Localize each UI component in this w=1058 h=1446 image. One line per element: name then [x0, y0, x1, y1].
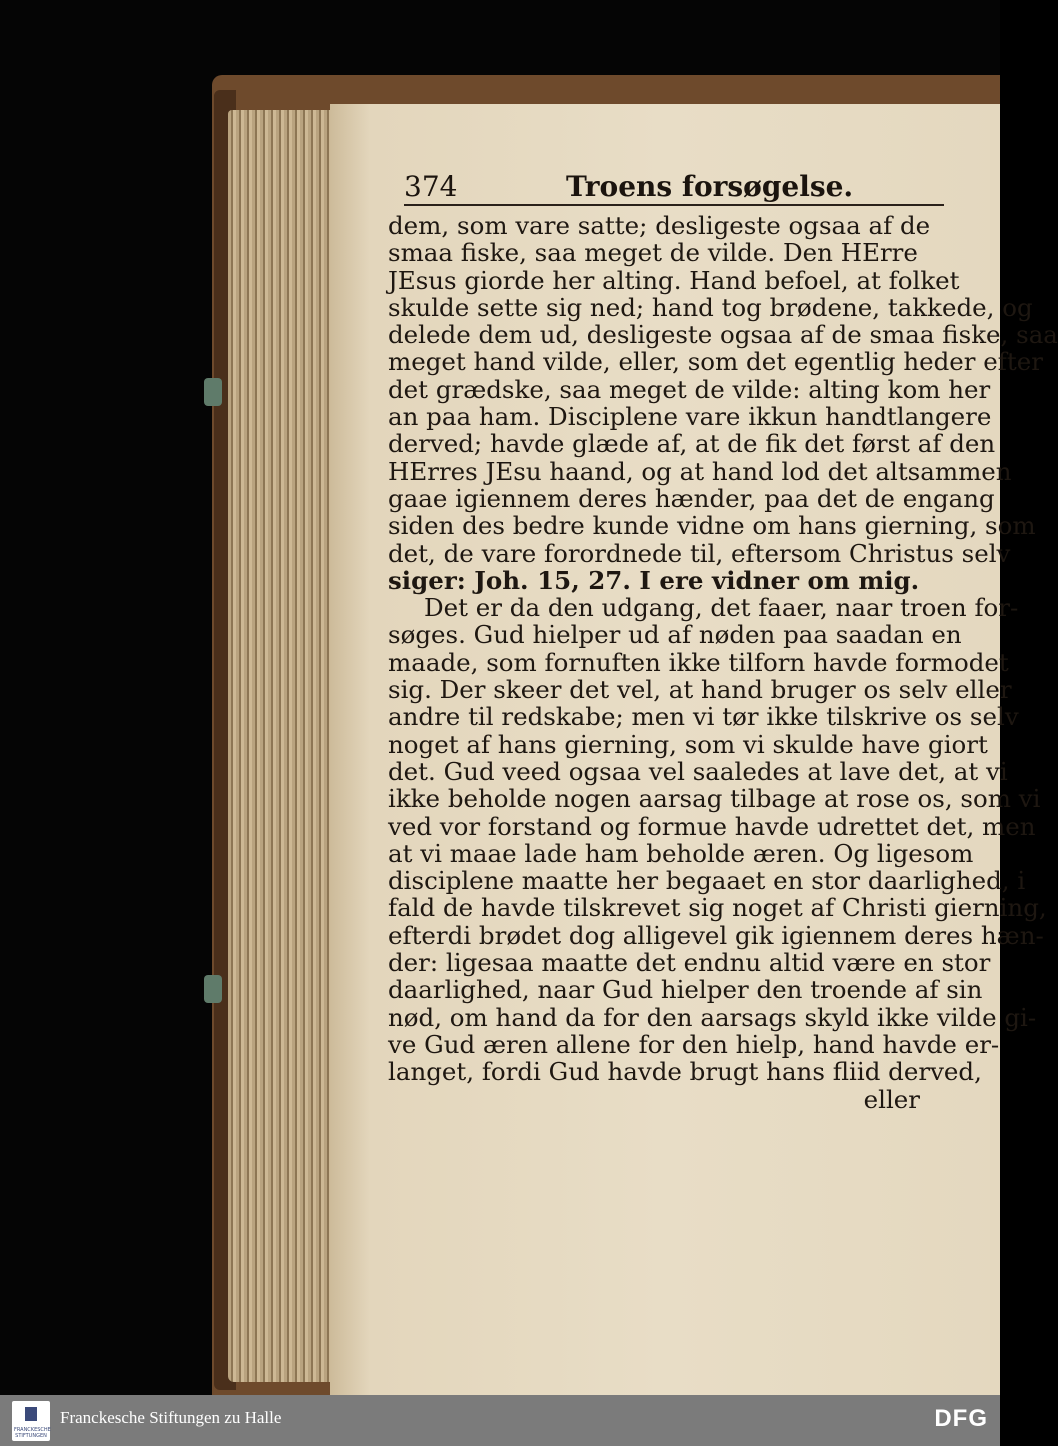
text-line: ve Gud æren allene for den hielp, hand havde er-: [388, 1029, 1000, 1059]
text-line: maade, som fornuften ikke tilforn havde formodet: [388, 647, 1009, 677]
text-line: det. Gud veed ogsaa vel saaledes at lave det, at vi: [388, 756, 1008, 786]
text-line: efterdi brødet dog alligevel gik igiennem deres hæn-: [388, 920, 1044, 950]
text-line: sig. Der skeer det vel, at hand bruger os selv eller: [388, 675, 1012, 705]
text-line: smaa fiske, saa meget de vilde. Den HErre: [388, 238, 918, 268]
page-body: [388, 211, 1058, 1114]
text-line: ved vor forstand og formue havde udrettet det, men: [388, 811, 1036, 841]
institution-name: Franckesche Stiftungen zu Halle: [60, 1408, 282, 1427]
text-line: derved; havde glæde af, at de fik det først af den: [388, 429, 996, 459]
text-line: delede dem ud, desligeste ogsaa af de smaa fiske, saa: [388, 320, 1058, 350]
text-line: daarlighed, naar Gud hielper den troende af sin: [388, 975, 983, 1005]
text-line: det, de vare forordnede til, eftersom Christus selv: [388, 538, 1011, 568]
clasp-lower: [204, 975, 222, 1003]
header-rule: [404, 204, 944, 206]
text-line: siden des bedre kunde vidne om hans gierning, som: [388, 511, 1036, 541]
viewer-footer: [0, 1395, 1000, 1446]
text-line: ikke beholde nogen aarsag tilbage at rose os, som vi: [388, 784, 1041, 814]
catchword: eller: [863, 1084, 920, 1114]
text-line: andre til redskabe; men vi tør ikke tilskrive os selv: [388, 702, 1019, 732]
text-line: an paa ham. Disciplene vare ikkun handtlangere: [388, 402, 992, 432]
text-line: Det er da den udgang, det faaer, naar troen for-: [424, 593, 1019, 623]
text-line: det grædske, saa meget de vilde: alting kom her: [388, 374, 991, 404]
text-line: JEsus giorde her alting. Hand befoel, at folket: [388, 265, 960, 295]
francke-logo[interactable]: [12, 1401, 50, 1441]
logo-text: FRANCKESCHE STIFTUNGEN: [14, 1427, 51, 1439]
running-title: Troens forsøgelse.: [566, 170, 854, 203]
page-header: [404, 170, 944, 210]
page-number: 374: [404, 170, 458, 203]
text-line: HErres JEsu haand, og at hand lod det altsammen: [388, 456, 1012, 486]
clasp-upper: [204, 378, 222, 406]
text-line: der: ligesaa maatte det endnu altid være en stor: [388, 948, 991, 978]
text-line: noget af hans gierning, som vi skulde have giort: [388, 729, 988, 759]
text-line: at vi maae lade ham beholde æren. Og ligesom: [388, 838, 974, 868]
text-line: siger: Joh. 15, 27. I ere vidner om mig.: [388, 565, 920, 595]
text-line: nød, om hand da for den aarsags skyld ikke vilde gi-: [388, 1002, 1037, 1032]
text-line: langet, fordi Gud havde brugt hans fliid derved,: [388, 1057, 982, 1087]
text-line: skulde sette sig ned; hand tog brødene, takkede, og: [388, 292, 1033, 322]
text-line: gaae igiennem deres hænder, paa det de engang: [388, 483, 995, 513]
text-line: fald de havde tilskrevet sig noget af Christi gierning,: [388, 893, 1047, 923]
text-line: meget hand vilde, eller, som det egentlig heder efter: [388, 347, 1043, 377]
francke-emblem-icon: [25, 1407, 37, 1421]
text-line: dem, som vare satte; desligeste ogsaa af de: [388, 211, 931, 240]
text-line: søges. Gud hielper ud af nøden paa saadan en: [388, 620, 962, 650]
dfg-logo[interactable]: DFG: [934, 1405, 988, 1432]
text-line: disciplene maatte her begaaet en stor daarlighed, i: [388, 866, 1026, 896]
page-edges: [228, 110, 338, 1382]
